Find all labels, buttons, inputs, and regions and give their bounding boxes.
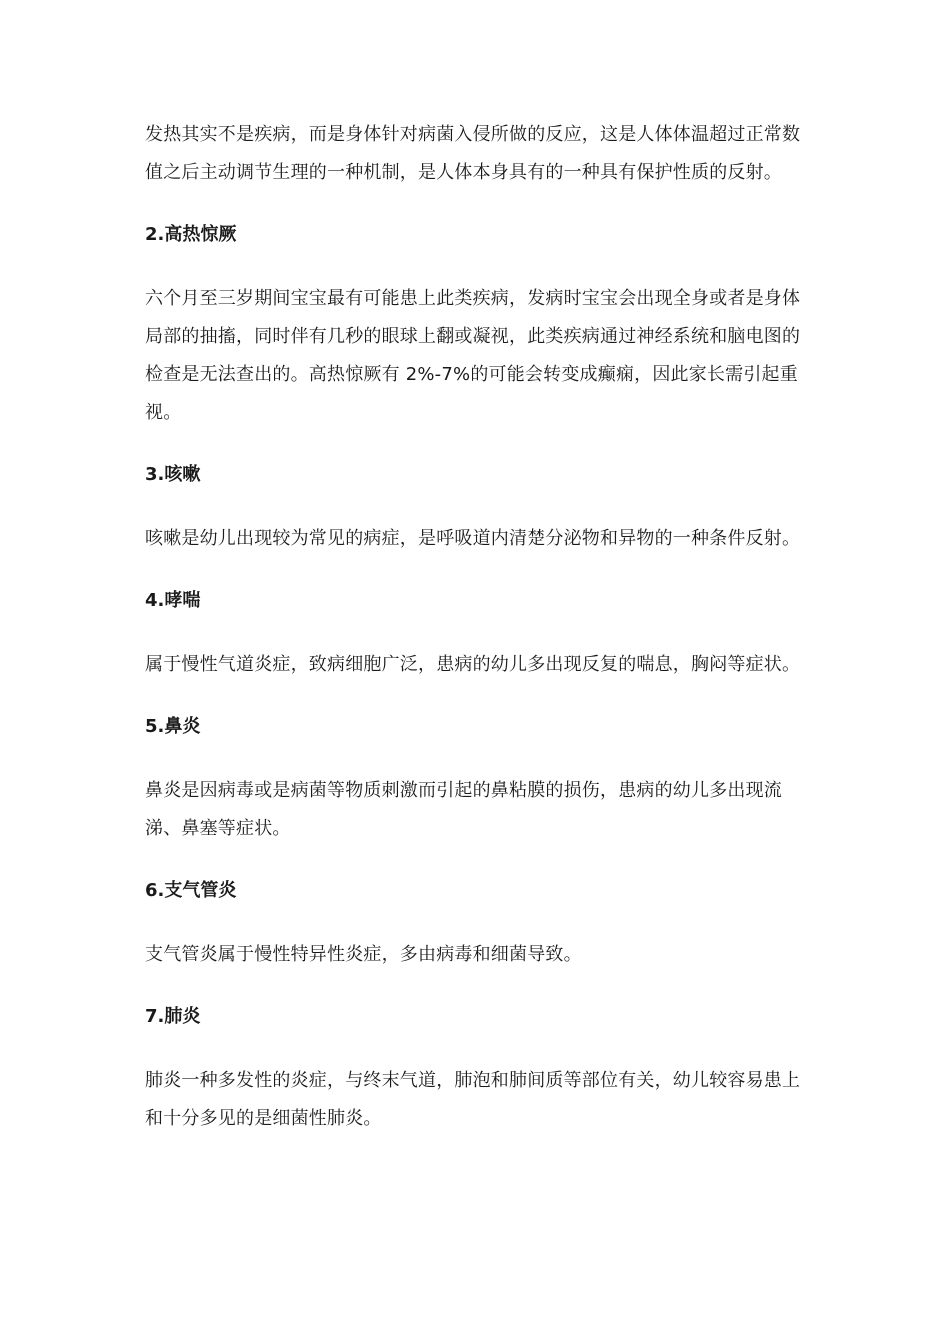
paragraph-asthma: 属于慢性气道炎症，致病细胞广泛，患病的幼儿多出现反复的喘息，胸闷等症状。: [145, 654, 801, 675]
heading-febrile-seizure: 2.高热惊厥: [145, 224, 237, 245]
spacer: [145, 684, 813, 708]
heading-asthma: 4.哮喘: [145, 590, 201, 611]
spacer: [145, 746, 813, 772]
paragraph-fever: 发热其实不是疾病，而是身体针对病菌入侵所做的反应，这是人体体温超过正常数值之后主动调节生理的一种机制，是人体本身具有的一种具有保护性质的反射。: [145, 124, 801, 183]
heading-cough: 3.咳嗽: [145, 464, 201, 485]
spacer: [145, 192, 813, 216]
heading-rhinitis: 5.鼻炎: [145, 716, 201, 737]
spacer: [145, 254, 813, 280]
spacer: [145, 848, 813, 872]
spacer: [145, 558, 813, 582]
paragraph-rhinitis: 鼻炎是因病毒或是病菌等物质刺激而引起的鼻粘膜的损伤，患病的幼儿多出现流涕、鼻塞等症状。: [145, 780, 782, 839]
spacer: [145, 1036, 813, 1062]
paragraph-bronchitis: 支气管炎属于慢性特异性炎症，多由病毒和细菌导致。: [145, 944, 582, 965]
document-body: [145, 116, 813, 1138]
spacer: [145, 432, 813, 456]
spacer: [145, 974, 813, 998]
spacer: [145, 494, 813, 520]
heading-bronchitis: 6.支气管炎: [145, 880, 237, 901]
spacer: [145, 620, 813, 646]
paragraph-pneumonia: 肺炎一种多发性的炎症，与终末气道，肺泡和肺间质等部位有关，幼儿较容易患上和十分多见的是细菌性肺炎。: [145, 1070, 801, 1129]
paragraph-cough: 咳嗽是幼儿出现较为常见的病症，是呼吸道内清楚分泌物和异物的一种条件反射。: [145, 528, 801, 549]
heading-pneumonia: 7.肺炎: [145, 1006, 201, 1027]
paragraph-febrile-seizure: 六个月至三岁期间宝宝最有可能患上此类疾病，发病时宝宝会出现全身或者是身体局部的抽搐，同时伴有几秒的眼球上翻或凝视，此类疾病通过神经系统和脑电图的检查是无法查出的。高热惊厥有 2%-7%的可能会转变成癫痫，因此家长需引起重视。: [145, 288, 801, 423]
spacer: [145, 910, 813, 936]
